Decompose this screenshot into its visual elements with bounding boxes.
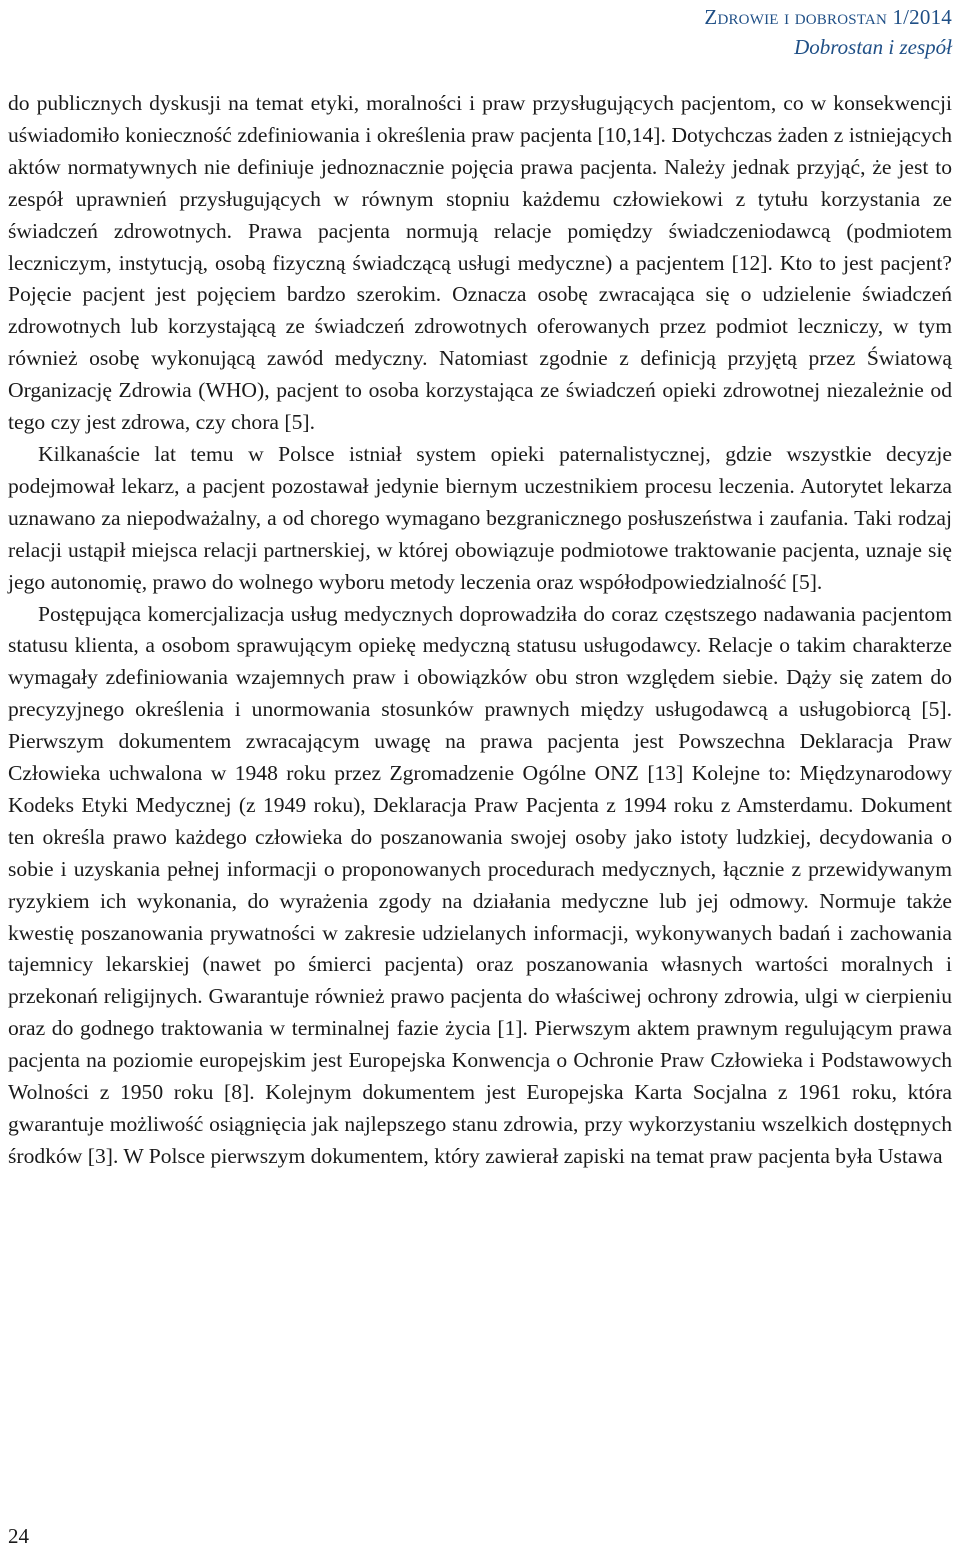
journal-title-rest: drowie i dobrostan bbox=[717, 5, 887, 29]
journal-title bbox=[704, 2, 952, 32]
paragraph-1: do publicznych dyskusji na temat etyki, moralności i praw przysługujących pacjentom, co w konsekwencji uświadomiło konieczność zdefiniowania i określenia praw pacjenta [10,14]. Dotychczas żaden z istniejących aktów normatywnych nie definiuje jednoznacznie pojęcia prawa pacjenta. Należy jednak przyjąć, że jest to zespół uprawnień przysługujących w równym stopniu każdemu człowiekowi z tytułu korzystania ze świadczeń zdrowotnych. Prawa pacjenta normują relacje pomiędzy świadczeniodawcą (podmiotem leczniczym, instytucją, osobą fizyczną świadczącą usługi medyczne) a pacjentem [12]. Kto to jest pacjent? Pojęcie pacjent jest pojęciem bardzo szerokim. Oznacza osobę zwracająca się o udzielenie świadczeń zdrowotnych lub korzystającą ze świadczeń zdrowotnych oferowanych przez podmiot leczniczy, w tym również osobę wykonującą zawód medyczny. Natomiast zgodnie z definicją przyjętą przez Światową Organizację Zdrowia (WHO), pacjent to osoba korzystająca ze świadczeń opieki zdrowotnej niezależnie od tego czy jest zdrowa, czy chora [5]. bbox=[8, 91, 952, 435]
page-number: 24 bbox=[8, 1524, 29, 1548]
section-title: Dobrostan i zespół bbox=[794, 35, 952, 59]
journal-title-initial: Z bbox=[704, 5, 718, 29]
running-header bbox=[704, 2, 952, 62]
paragraph-2: Kilkanaście lat temu w Polsce istniał system opieki paternalistycznej, gdzie wszystkie decyzje podejmował lekarz, a pacjent pozostawał jedynie biernym uczestnikiem procesu leczenia. Autorytet lekarza uznawano za niepodważalny, a od chorego wymagano bezgranicznego posłuszeństwa i zaufania. Taki rodzaj relacji ustąpił miejsca relacji partnerskiej, w której obowiązuje podmiotowe traktowanie pacjenta, uznaje się jego autonomię, prawo do wolnego wyboru metody leczenia oraz współodpowiedzialność [5]. bbox=[8, 441, 952, 594]
paragraph-3: Postępująca komercjalizacja usług medycznych doprowadziła do coraz częstszego nadawania pacjentom statusu klienta, a osobom sprawującym opiekę medyczną statusu usługodawcy. Relacje o takim charakterze wymagały zdefiniowania wzajemnych praw i obowiązków obu stron względem siebie. Dąży się zatem do precyzyjnego określenia i unormowania stosunków prawnych między usługodawcą a usługobiorcą [5]. Pierwszym dokumentem zwracającym uwagę na prawa pacjenta jest Powszechna Deklaracja Praw Człowieka uchwalona w 1948 roku przez Zgromadzenie Ogólne ONZ [13] Kolejne to: Międzynarodowy Kodeks Etyki Medycznej (z 1949 roku), Deklaracja Praw Pacjenta z 1994 roku z Amsterdamu. Dokument ten określa prawo każdego człowieka do poszanowania swojej osoby jako istoty ludzkiej, decydowania o sobie i uzyskania pełnej informacji o proponowanych procedurach medycznych, łącznie z przewidywanym ryzykiem ich wykonania, do wyrażenia zgody na działania medyczne lub jej odmowy. Normuje także kwestię poszanowania prywatności w zakresie udzielanych informacji, wykonywanych badań i zachowania tajemnicy lekarskiej (nawet po śmierci pacjenta) oraz poszanowania własnych wartości moralnych i przekonań religijnych. Gwarantuje również prawo pacjenta do właściwej ochrony zdrowia, ulgi w cierpieniu oraz do godnego traktowania w terminalnej fazie życia [1]. Pierwszym aktem prawnym regulującym prawa pacjenta na poziomie europejskim jest Europejska Konwencja o Ochronie Praw Człowieka i Podstawowych Wolności z 1950 roku [8]. Kolejnym dokumentem jest Europejska Karta Socjalna z 1961 roku, która gwarantuje możliwość osiągnięcia jak najlepszego stanu zdrowia, przy wykorzystaniu wszelkich dostępnych środków [3]. W Polsce pierwszym dokumentem, który zawierał zapiski na temat praw pacjenta była Ustawa bbox=[8, 601, 952, 1168]
article-body bbox=[8, 88, 952, 1173]
journal-issue: 1/2014 bbox=[887, 5, 952, 29]
